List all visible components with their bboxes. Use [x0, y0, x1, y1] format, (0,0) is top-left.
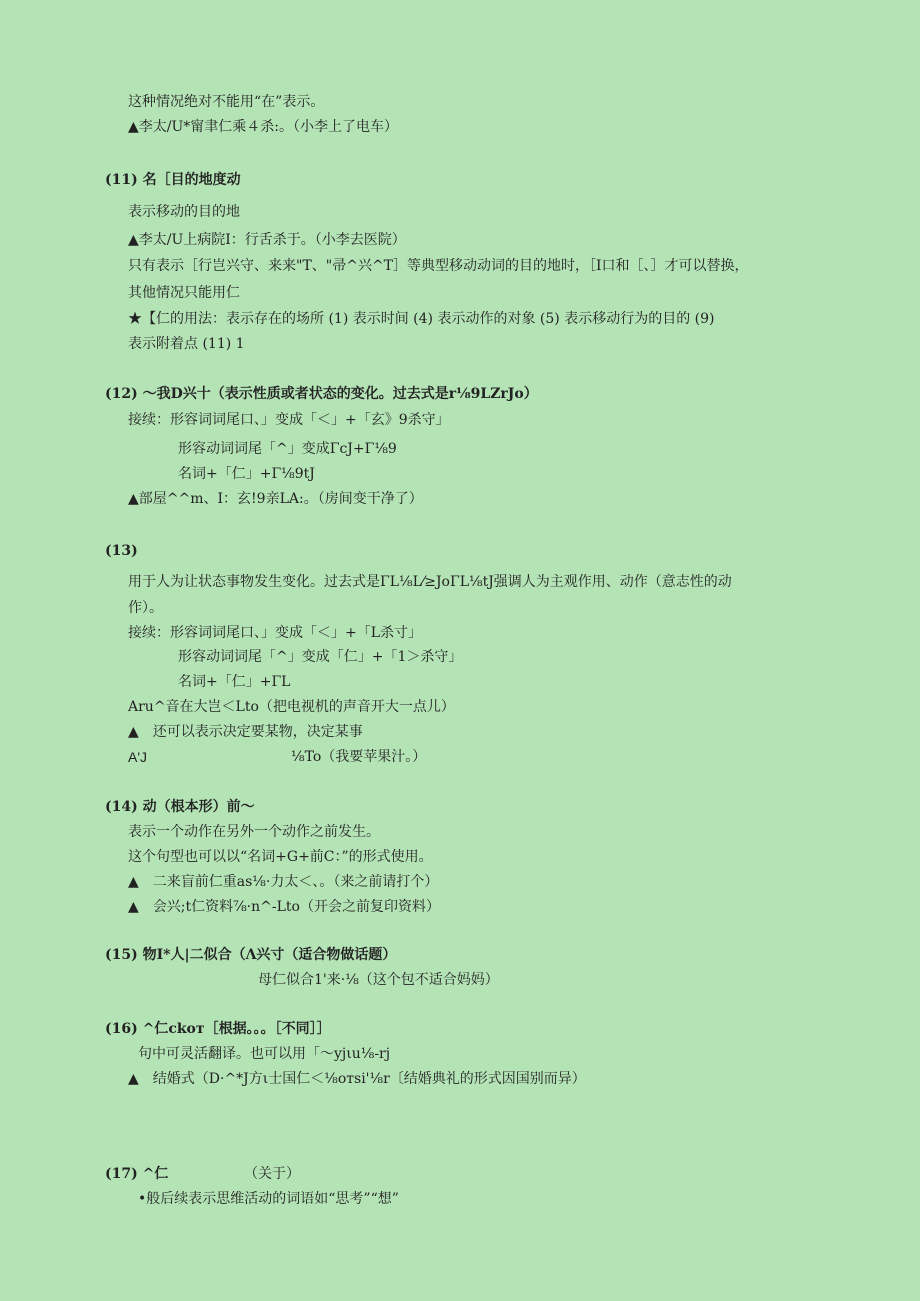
text-line: （关于） [244, 1166, 300, 1182]
text-line: 表示一个动作在另外一个动作之前发生。 [128, 824, 380, 840]
example-line: Aru^音在大岂＜Lto（把电视机的声音开大一点儿） [128, 699, 455, 715]
section-heading-13: (13) [105, 543, 138, 559]
text-line: 形容动词词尾「^」变成ΓcJ+Γ⅛9 [178, 441, 397, 457]
section-heading-12: (12) ～我D兴十（表示性质或者状态的变化。过去式是r⅛9LZrJo） [105, 386, 538, 402]
section-heading-16: (16) ^仁ckoт［根据。。。［不同］］ [105, 1021, 331, 1037]
example-line: ▲李太/U*甯聿仁乘４杀:。（小李上了电车） [128, 119, 398, 135]
text-line: 其他情况只能用仁 [128, 285, 240, 301]
example-line: ▲部屋^^m、I：玄!9亲LA:。（房间变干净了） [128, 491, 423, 507]
text-line: 名词+「仁」+Γ⅛9tJ [178, 466, 315, 482]
section-heading-11: (11) 名［目的地度动 [105, 172, 241, 188]
example-line: 母仁似合1'来·⅛（这个包不适合妈妈） [258, 972, 499, 988]
example-line: ⅛To（我要苹果汁。） [291, 749, 427, 765]
text-line: 表示移动的目的地 [128, 204, 240, 220]
text-line: 用于人为让状态事物发生变化。过去式是ΓL⅛L⁄≥JoΓL⅛tJ强调人为主观作用、动作（意志性的动 [128, 574, 732, 590]
text-line: 接续：形容词词尾口、」变成「＜」+「L杀寸」 [128, 625, 423, 641]
example-line: A'J [128, 749, 148, 765]
text-line: 名词+「仁」+ΓL [178, 674, 291, 690]
summary-line: 表示附着点 (11) 1 [128, 336, 245, 352]
example-line: ▲李太/U上病院I：行舌杀于。（小李去医院） [128, 232, 406, 248]
text-line: 只有表示［行岂兴守、来来"T、"帚^兴^T］等典型移动动词的目的地时，［I口和［、］才可以替换， [128, 258, 749, 274]
text-line: •般后续表示思维活动的词语如“思考”“想” [138, 1191, 399, 1207]
text-line: ▲ 还可以表示决定要某物，决定某事 [128, 724, 363, 740]
text-line: 形容动词词尾「^」变成「仁」+「1＞杀守」 [178, 649, 463, 665]
text-line: 句中可灵活翻译。也可以用「～yjιu⅛-rj [138, 1046, 391, 1062]
section-heading-15: (15) 物I*人|二似合（Λ兴寸（适合物做话题） [105, 947, 397, 963]
text-line: 这种情况绝对不能用“在”表示。 [128, 94, 325, 110]
example-line: ▲ 二来盲前仁重as⅛·力太＜、。（来之前请打个） [128, 874, 439, 890]
example-line: ▲ 会兴;t仁资料⅞·n^-Lto（开会之前复印资料） [128, 899, 440, 915]
text-line: 这个句型也可以以“名词+G+前C：”的形式使用。 [128, 849, 433, 865]
section-heading-17: (17) ^仁 [105, 1166, 169, 1182]
summary-line: ★【仁的用法：表示存在的场所 (1) 表示时间 (4) 表示动作的对象 (5) 表示移动行为的目的 (9) [128, 311, 715, 327]
text-line: 接续：形容词词尾口、」变成「＜」+「玄》9杀守」 [128, 412, 450, 428]
section-heading-14: (14) 动（根本形）前～ [105, 799, 255, 815]
example-line: ▲ 结婚式（D·^*J方ι士国仁＜⅛oтsi'⅛r〔结婚典礼的形式因国别而异） [128, 1071, 586, 1087]
text-line: 作）。 [128, 600, 163, 616]
